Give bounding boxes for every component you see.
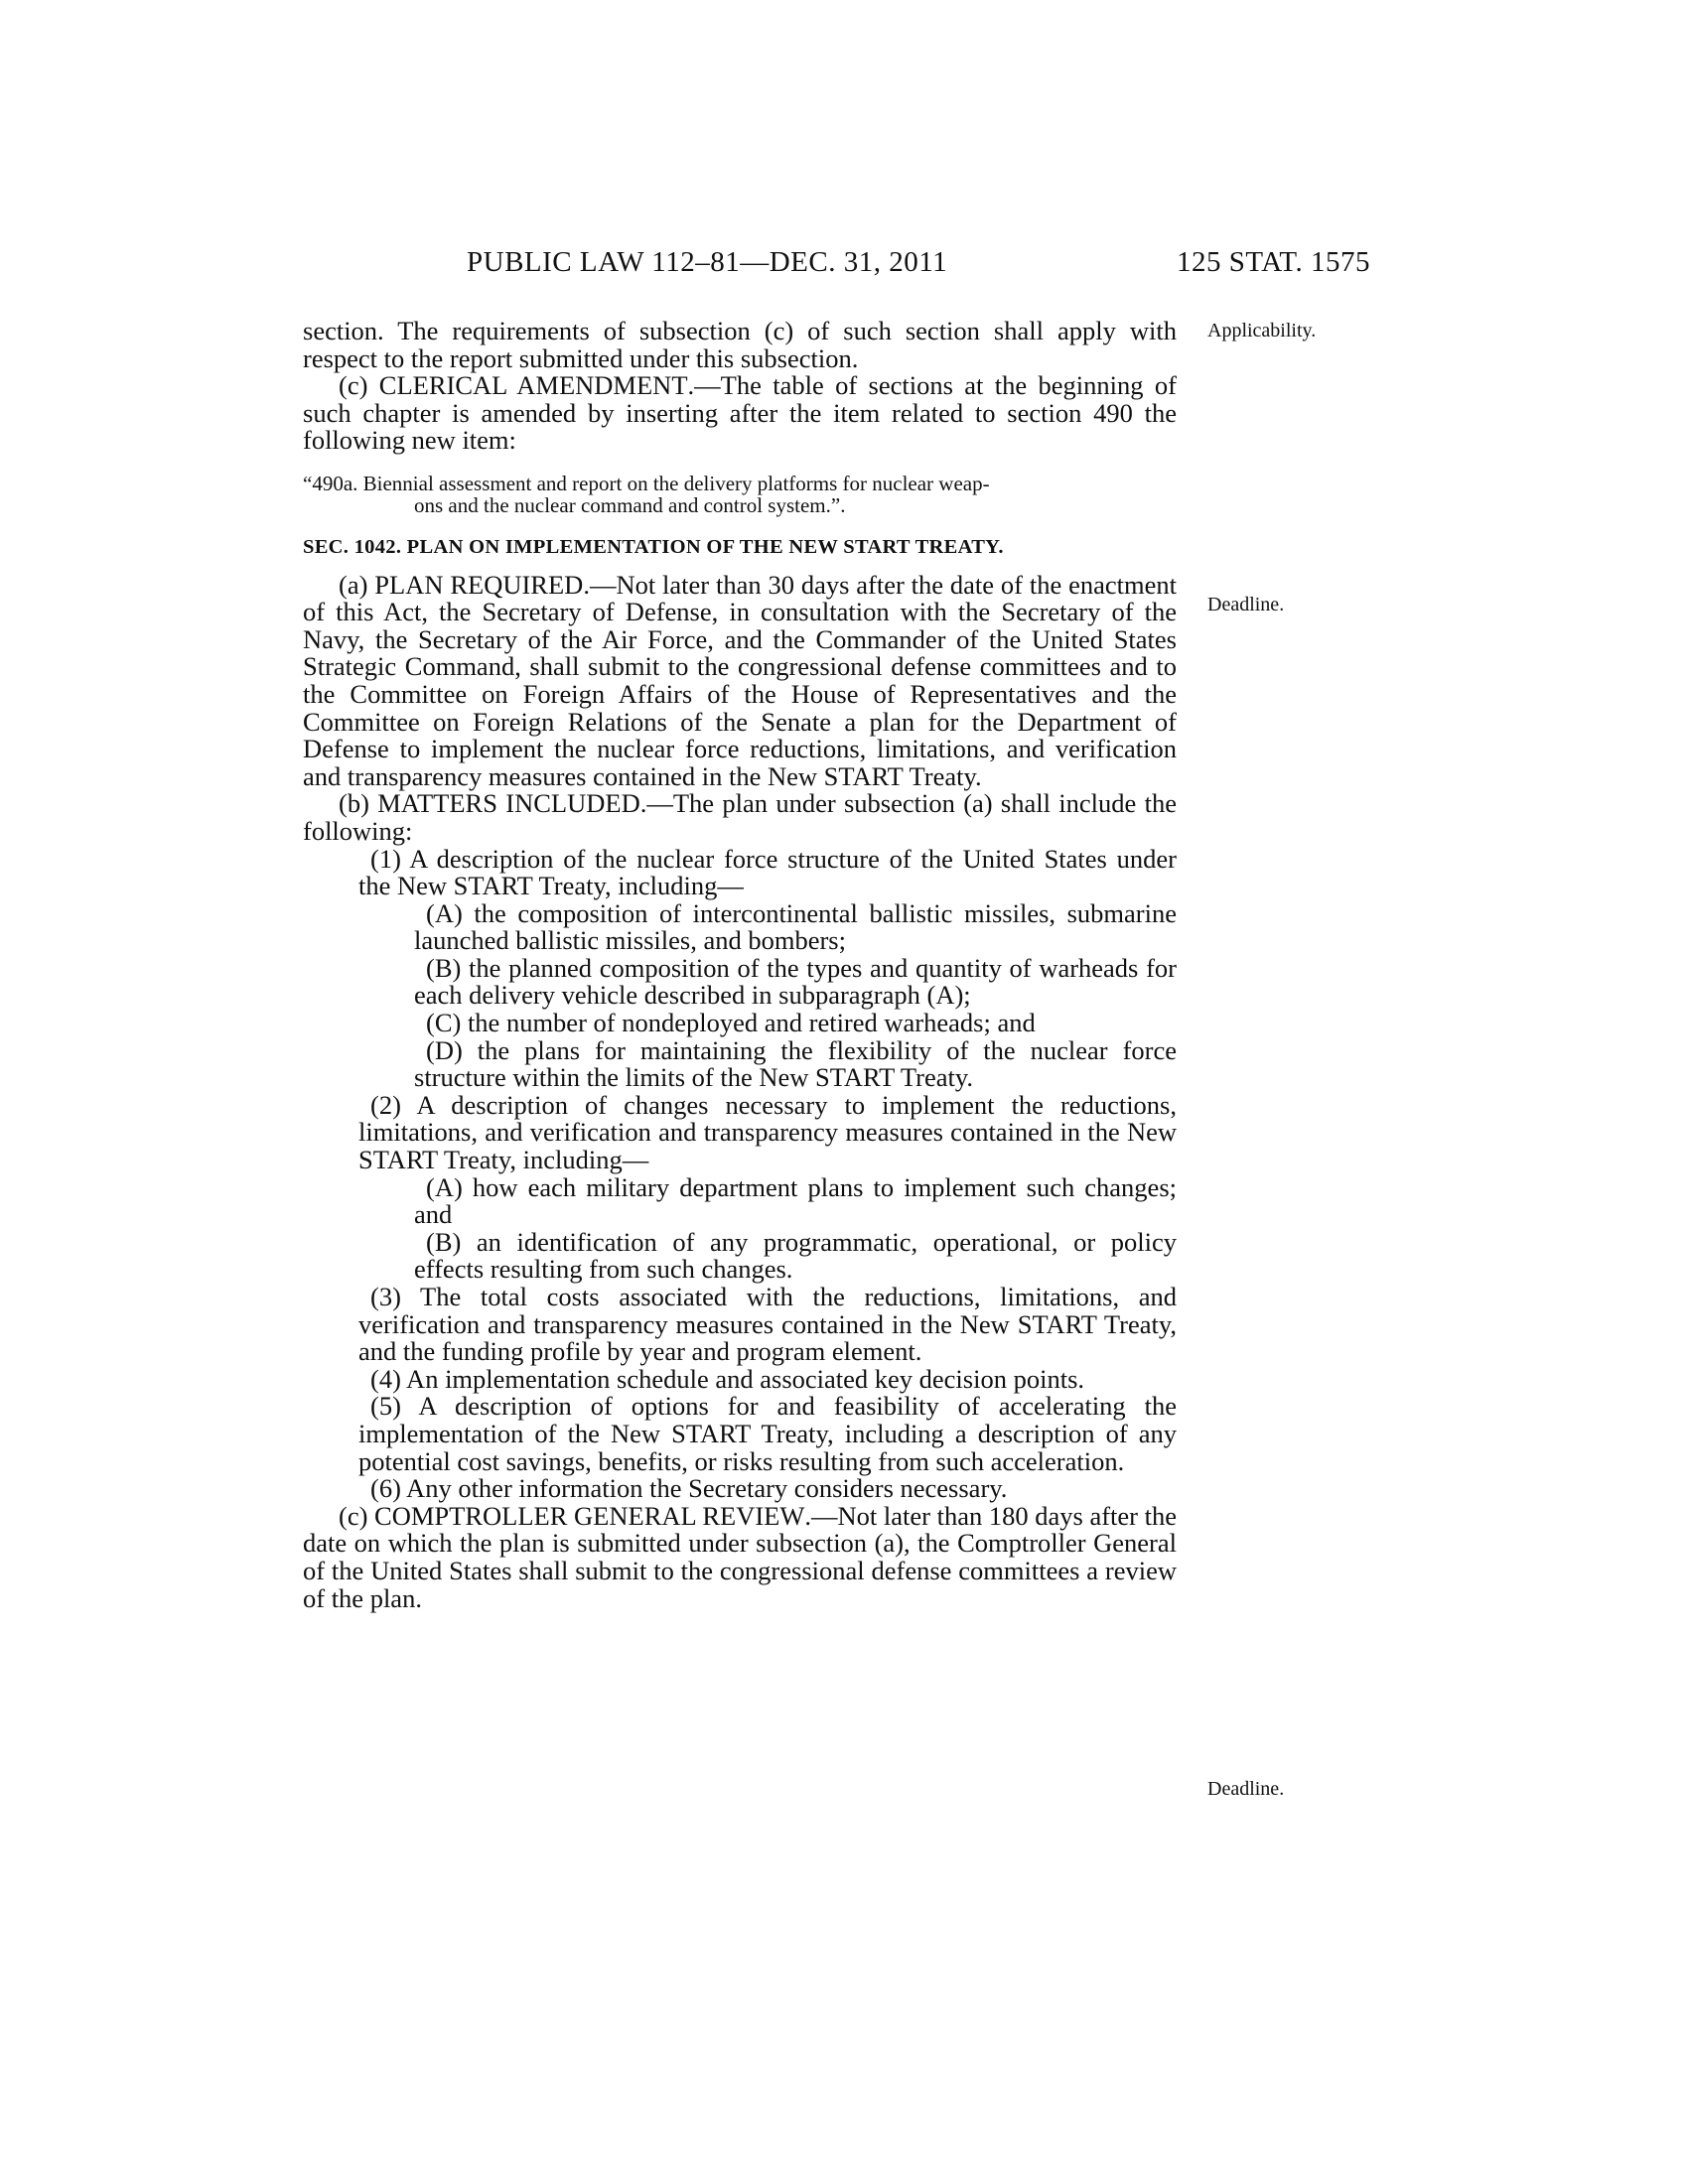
toc-item-line-1: “490a. Biennial assessment and report on the delivery platforms for nuclear weap- <box>303 471 990 495</box>
clerical-heading: LERICAL AMENDMENT <box>396 370 688 401</box>
subsection-a-label: (a) P <box>339 569 390 600</box>
subparagraph-1C: (C) the number of nondeployed and retired warheads; and <box>426 1008 1036 1038</box>
clerical-label: (c) C <box>339 370 397 401</box>
margin-note-deadline-c: Deadline. <box>1207 1778 1285 1800</box>
subsection-b <box>303 790 1177 845</box>
stat-page-number: 125 STAT. 1575 <box>1176 246 1370 278</box>
subsection-a-text: .—Not later than 30 days after the date of the enactment of this Act, the Secretary of Defense, in consultation with the Secretary of the Navy, the Secretary of the Air Force, and the Commander of the United States Strategic Command, shall submit to the congressional defense committees and to the Committee on Foreign Affairs of the House of Representatives and the Committee on Foreign Relations of the Senate a plan for the Department of Defense to implement the nuclear force reductions, limitations, and verification and transparency measures contained in the New START Treaty. <box>303 569 1177 791</box>
section-heading: SEC. 1042. PLAN ON IMPLEMENTATION OF THE NEW START TREATY. <box>303 535 1004 558</box>
paragraph-5: (5) A description of options for and feasibility of accelerating the implementation of the New START Treaty, including a description of any potential cost savings, benefits, or risks resulting from such acceleration. <box>358 1391 1177 1476</box>
document-body <box>303 318 1177 1612</box>
subsection-a-heading: LAN REQUIRED <box>389 569 584 600</box>
margin-note-applicability: Applicability. <box>1207 320 1317 341</box>
table-of-sections-item <box>303 473 1268 516</box>
paragraph-3: (3) The total costs associated with the reductions, limitations, and verification and transparency measures contained in the New START Treaty, and the funding profile by year and program element. <box>358 1282 1177 1367</box>
toc-item-line-2: ons and the nuclear command and control system.”. <box>414 492 846 517</box>
subparagraph-1A: (A) the composition of intercontinental ballistic missiles, submarine launched ballistic missiles, and bombers; <box>414 897 1177 956</box>
subsection-b-label: (b) M <box>339 788 401 819</box>
subparagraph-1B: (B) the planned composition of the types and quantity of warheads for each delivery vehicle described in subparagraph (A); <box>414 952 1177 1011</box>
paragraph-6: (6) Any other information the Secretary considers necessary. <box>370 1473 1008 1504</box>
paragraph-4: (4) An implementation schedule and associated key decision points. <box>370 1363 1085 1394</box>
subparagraph-1D: (D) the plans for maintaining the flexibility of the nuclear force structure within the limits of the New START Treaty. <box>414 1034 1177 1093</box>
clerical-amendment-paragraph <box>303 372 1177 455</box>
margin-note-deadline-a: Deadline. <box>1207 594 1285 615</box>
paragraph-1: (1) A description of the nuclear force structure of the United States under the New START Treaty, including— <box>358 843 1177 901</box>
intro-continuation: section. The requirements of subsection (c) of such section shall apply with respect to the report submitted under this subsection. <box>303 316 1177 373</box>
subsection-c-text: .—Not later than 180 days after the date on which the plan is submitted under subsection (a), the Comptroller General of the United States shall submit to the congressional defense committees a review of the plan. <box>303 1500 1177 1613</box>
running-header <box>467 246 1370 286</box>
law-title: PUBLIC LAW 112–81—DEC. 31, 2011 <box>467 246 948 278</box>
subsection-c-heading: OMPTROLLER GENERAL REVIEW <box>391 1500 805 1531</box>
subsection-b-heading: ATTERS INCLUDED <box>400 788 640 819</box>
subparagraph-2A: (A) how each military department plans to implement such changes; and <box>414 1171 1177 1230</box>
paragraph-2: (2) A description of changes necessary to implement the reductions, limitations, and verification and transparency measures contained in the New START Treaty, including— <box>358 1089 1177 1175</box>
subsection-c <box>303 1500 1177 1613</box>
subsection-b-text: .—The plan under subsection (a) shall include the following: <box>303 788 1178 846</box>
subsection-c-label: (c) C <box>339 1500 392 1531</box>
clerical-text: .—The table of sections at the beginning of such chapter is amended by inserting after the item related to section 490 the following new item: <box>303 370 1177 456</box>
subparagraph-2B: (B) an identification of any programmatic, operational, or policy effects resulting from such changes. <box>414 1226 1177 1285</box>
subsection-a <box>303 569 1177 791</box>
